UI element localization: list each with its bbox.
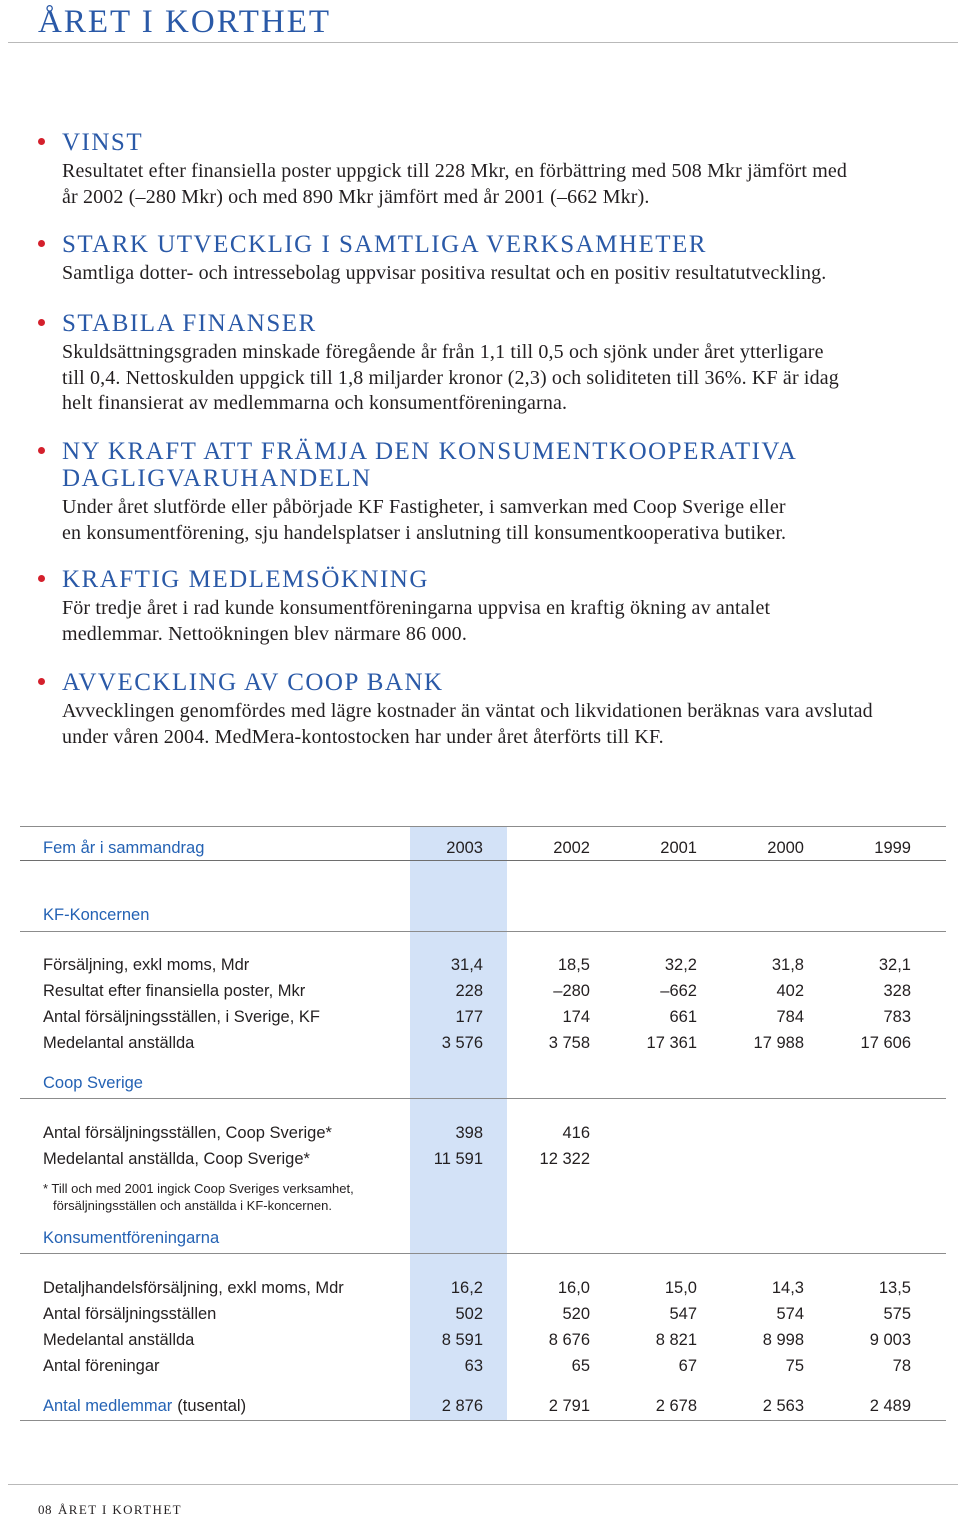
section-stabila-finanser xyxy=(62,310,952,417)
cell-value: 8 591 xyxy=(441,1331,483,1349)
bullet-icon xyxy=(38,240,45,247)
heading-line: KRAFTIG MEDLEMSÖKNING xyxy=(62,566,429,593)
cell-value: 661 xyxy=(669,1008,697,1026)
page-footer xyxy=(38,1500,182,1520)
group-rows xyxy=(20,932,946,1056)
cell-value: 2 791 xyxy=(548,1397,590,1415)
cell-value: 15,0 xyxy=(664,1279,697,1297)
section-body xyxy=(62,340,952,417)
members-label-text: Antal medlemmar xyxy=(43,1397,173,1415)
cell-value: 520 xyxy=(562,1305,590,1323)
cell-value: 17 988 xyxy=(753,1034,804,1052)
cell-value: 228 xyxy=(455,982,483,1000)
members-unit: (tusental) xyxy=(177,1397,247,1415)
body-line: år 2002 (–280 Mkr) och med 890 Mkr jämfört med år 2001 (–662 Mkr). xyxy=(62,185,650,208)
heading-line: VINST xyxy=(62,129,144,156)
footnote-line: försäljningsställen och anställda i KF-koncernen. xyxy=(53,1198,332,1213)
table-row xyxy=(20,1146,946,1172)
cell-value: 32,1 xyxy=(878,956,911,974)
group-title: Coop Sverige xyxy=(43,1074,143,1092)
year-header: 1999 xyxy=(874,839,911,857)
cell-value: 2 563 xyxy=(762,1397,804,1415)
heading-line: AVVECKLING AV COOP BANK xyxy=(62,669,444,696)
year-header: 2000 xyxy=(767,839,804,857)
cell-value: 2 876 xyxy=(441,1397,483,1415)
row-label: Försäljning, exkl moms, Mdr xyxy=(43,956,250,974)
cell-value: 14,3 xyxy=(771,1279,804,1297)
cell-value: 13,5 xyxy=(878,1279,911,1297)
heading-line: STARK UTVECKLIG I SAMTLIGA VERKSAMHETER xyxy=(62,231,707,258)
title-divider xyxy=(8,42,958,43)
row-label: Medelantal anställda xyxy=(43,1034,195,1052)
group-header-coop-sverige xyxy=(20,1056,946,1099)
section-avveckling-coop-bank xyxy=(62,669,952,750)
cell-value: 416 xyxy=(562,1124,590,1142)
row-label: Antal försäljningsställen, i Sverige, KF xyxy=(43,1008,320,1026)
members-row xyxy=(20,1393,946,1419)
section-heading xyxy=(62,310,952,337)
row-label: Resultat efter finansiella poster, Mkr xyxy=(43,982,306,1000)
cell-value: 177 xyxy=(455,1008,483,1026)
body-line: under våren 2004. MedMera-kontostocken har under året återförts till KF. xyxy=(62,725,664,748)
body-line: Skuldsättningsgraden minskade föregående år från 1,1 till 0,5 och sjönk under året ytterligare xyxy=(62,341,824,363)
body-line: helt finansierat av medlemmarna och konsumentföreningarna. xyxy=(62,392,568,414)
page-number: 08 xyxy=(38,1502,52,1517)
row-label: Antal försäljningsställen xyxy=(43,1305,217,1323)
cell-value: 502 xyxy=(455,1305,483,1323)
footer-title: ÅRET I KORTHET xyxy=(58,1502,183,1517)
section-kraftig-medlemsokning xyxy=(62,566,952,647)
cell-value: 3 758 xyxy=(548,1034,590,1052)
table-row xyxy=(20,1301,946,1327)
cell-value: 12 322 xyxy=(539,1150,590,1168)
members-label xyxy=(43,1393,246,1419)
body-line: Samtliga dotter- och intressebolag uppvisar positiva resultat och en positiv resultatutveckling. xyxy=(62,262,827,284)
cell-value: 65 xyxy=(571,1357,590,1375)
section-heading xyxy=(62,566,952,593)
body-line: medlemmar. Nettoökningen blev närmare 86 000. xyxy=(62,622,467,645)
section-body xyxy=(62,699,952,750)
bullet-icon xyxy=(38,319,45,326)
cell-value: 17 361 xyxy=(646,1034,697,1052)
body-line: För tredje året i rad kunde konsumentföreningarna uppvisa en kraftig ökning av antalet xyxy=(62,597,771,619)
group-rows xyxy=(20,1099,946,1172)
table-row xyxy=(20,1353,946,1379)
table-row xyxy=(20,1275,946,1301)
section-heading xyxy=(62,669,952,696)
table-row xyxy=(20,1327,946,1353)
cell-value: 3 576 xyxy=(441,1034,483,1052)
bullet-icon xyxy=(38,575,45,582)
footer-divider xyxy=(8,1484,958,1485)
cell-value: 16,2 xyxy=(450,1279,483,1297)
heading-line: STABILA FINANSER xyxy=(62,310,317,337)
group-rows xyxy=(20,1254,946,1419)
row-label: Antal föreningar xyxy=(43,1357,160,1375)
cell-value: 11 591 xyxy=(433,1150,483,1168)
cell-value: 8 676 xyxy=(548,1331,590,1349)
cell-value: 784 xyxy=(776,1008,804,1026)
body-line: en konsumentförening, sju handelsplatser i anslutning till konsumentkooperativa butiker. xyxy=(62,521,787,544)
cell-value: 78 xyxy=(892,1357,911,1375)
cell-value: 63 xyxy=(464,1357,483,1375)
cell-value: –662 xyxy=(660,982,697,1000)
footnote xyxy=(20,1180,946,1214)
heading-line: DAGLIGVARUHANDELN xyxy=(62,465,372,492)
row-label: Medelantal anställda xyxy=(43,1331,195,1349)
cell-value: –280 xyxy=(553,982,590,1000)
table-row xyxy=(20,1004,946,1030)
table-title: Fem år i sammandrag xyxy=(43,839,205,857)
cell-value: 67 xyxy=(678,1357,697,1375)
cell-value: 18,5 xyxy=(557,956,590,974)
bullet-icon xyxy=(38,447,45,454)
cell-value: 17 606 xyxy=(860,1034,911,1052)
table-row xyxy=(20,1030,946,1056)
section-vinst xyxy=(62,129,952,210)
cell-value: 398 xyxy=(455,1124,483,1142)
footnote-line: * Till och med 2001 ingick Coop Sveriges verksamhet, xyxy=(43,1181,354,1196)
heading-line: NY KRAFT ATT FRÄMJA DEN KONSUMENTKOOPERATIVA xyxy=(62,438,798,465)
cell-value: 174 xyxy=(562,1008,590,1026)
section-body xyxy=(62,261,952,287)
cell-value: 31,8 xyxy=(771,956,804,974)
row-label: Detaljhandelsförsäljning, exkl moms, Mdr xyxy=(43,1279,344,1297)
year-header: 2001 xyxy=(660,839,697,857)
cell-value: 575 xyxy=(883,1305,911,1323)
cell-value: 547 xyxy=(669,1305,697,1323)
cell-value: 2 489 xyxy=(869,1397,911,1415)
section-body xyxy=(62,495,952,546)
bullet-icon xyxy=(38,678,45,685)
cell-value: 16,0 xyxy=(557,1279,590,1297)
cell-value: 9 003 xyxy=(869,1331,911,1349)
cell-value: 783 xyxy=(883,1008,911,1026)
section-heading xyxy=(62,231,952,258)
body-line: Under året slutförde eller påbörjade KF Fastigheter, i samverkan med Coop Sverige eller xyxy=(62,496,786,518)
section-heading xyxy=(62,129,952,156)
section-heading xyxy=(62,438,952,492)
table-header xyxy=(20,827,946,861)
table-row xyxy=(20,952,946,978)
row-label: Medelantal anställda, Coop Sverige* xyxy=(43,1150,310,1168)
body-line: Avvecklingen genomfördes med lägre kostnader än väntat och likvidationen beräknas vara avslutad xyxy=(62,700,873,722)
year-header: 2002 xyxy=(553,839,590,857)
body-line: till 0,4. Nettoskulden uppgick till 1,8 miljarder kronor (2,3) och soliditeten till 36%. KF är idag xyxy=(62,366,839,389)
cell-value: 402 xyxy=(776,982,804,1000)
cell-value: 328 xyxy=(883,982,911,1000)
table-row xyxy=(20,978,946,1004)
cell-value: 75 xyxy=(785,1357,804,1375)
group-title: Konsumentföreningarna xyxy=(43,1229,220,1247)
group-title: KF-Koncernen xyxy=(43,906,150,924)
page-title: ÅRET I KORTHET xyxy=(38,4,332,40)
group-header-konsumentforeningarna xyxy=(20,1214,946,1254)
section-ny-kraft xyxy=(62,438,952,546)
cell-value: 32,2 xyxy=(664,956,697,974)
cell-value: 31,4 xyxy=(450,956,483,974)
cell-value: 8 998 xyxy=(762,1331,804,1349)
summary-table xyxy=(20,826,946,1421)
section-body xyxy=(62,159,952,210)
table-row xyxy=(20,1120,946,1146)
section-stark-utveckling xyxy=(62,231,952,287)
body-line: Resultatet efter finansiella poster uppgick till 228 Mkr, en förbättring med 508 Mkr jämfört med xyxy=(62,160,848,182)
year-header: 2003 xyxy=(446,839,483,857)
cell-value: 574 xyxy=(776,1305,804,1323)
group-header-kf-koncernen xyxy=(20,861,946,932)
row-label: Antal försäljningsställen, Coop Sverige* xyxy=(43,1124,332,1142)
cell-value: 8 821 xyxy=(655,1331,697,1349)
bullet-icon xyxy=(38,138,45,145)
section-body xyxy=(62,596,952,647)
cell-value: 2 678 xyxy=(655,1397,697,1415)
